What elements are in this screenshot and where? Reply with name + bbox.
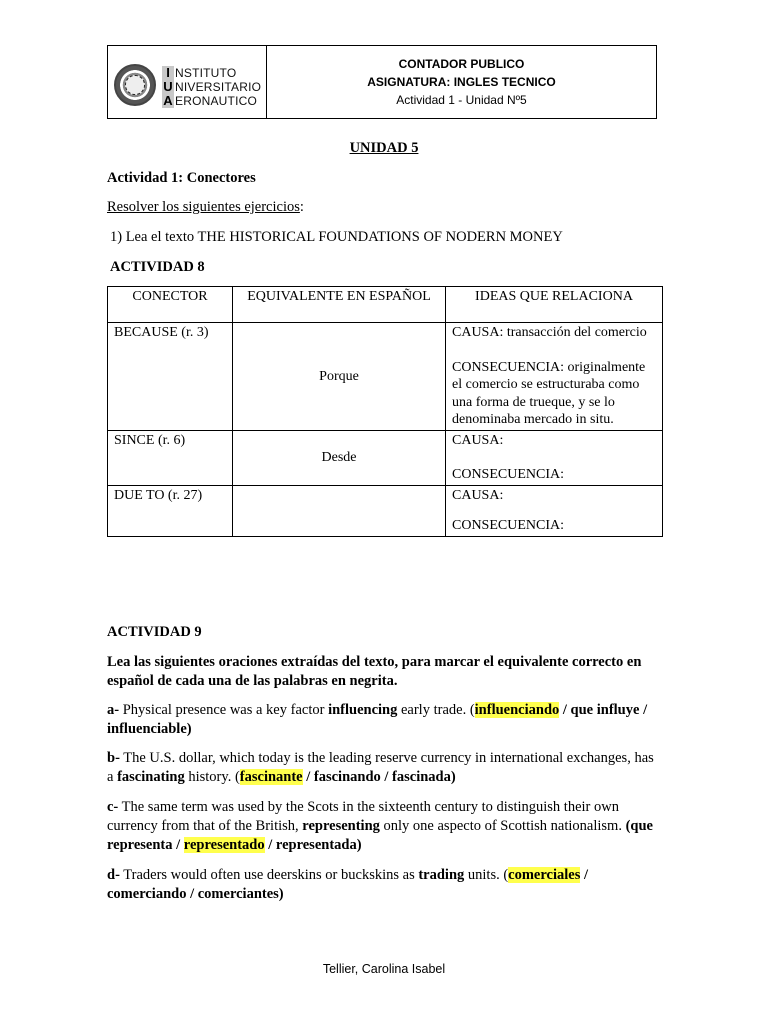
logo-letter-a: A: [163, 93, 173, 108]
sentence-text: Physical presence was a key factor: [119, 702, 329, 718]
option-open[interactable]: (que representa /: [107, 818, 653, 853]
table-header-row: [108, 287, 663, 323]
document-header: [107, 45, 657, 119]
option-selected[interactable]: fascinante: [239, 769, 303, 785]
consecuencia-text: CONSECUENCIA:: [452, 518, 565, 533]
sentence-label: c-: [107, 799, 119, 815]
sentence-b: [107, 749, 662, 787]
sentence-d: [107, 866, 662, 904]
logo-words: [175, 66, 261, 108]
instructions-text: Resolver los siguientes ejercicios: [107, 199, 300, 215]
equivalente-cell: Porque: [233, 323, 446, 431]
bold-word: fascinating: [117, 769, 185, 785]
table-row: [108, 485, 663, 536]
instructions-colon: :: [299, 199, 304, 215]
sentence-label: a-: [107, 702, 120, 718]
conector-cell: SINCE (r. 6): [108, 430, 233, 485]
sentence-a: [107, 701, 662, 739]
causa-text: CAUSA:: [452, 487, 504, 503]
activity-9-instructions: Lea las siguientes oraciones extraídas del texto, para marcar el equivalente correcto en español de cada una de las palabras en negrita.: [107, 654, 642, 689]
causa-text: CAUSA:: [452, 432, 504, 448]
bold-word: trading: [418, 867, 465, 883]
connectors-table: [107, 286, 663, 537]
option-close: ): [186, 721, 192, 737]
career-name: CONTADOR PUBLICO: [398, 57, 525, 71]
logo-letter-u: U: [163, 79, 173, 94]
sentence-text: only one aspecto of Scottish nationalism.: [379, 818, 626, 834]
option-separator: /: [639, 702, 648, 718]
institution-seal-icon: [114, 64, 156, 106]
option-selected[interactable]: representado: [183, 837, 265, 853]
sentence-text: units. (: [464, 867, 509, 883]
sentence-label: b-: [107, 750, 120, 766]
option-close[interactable]: / representada): [264, 837, 362, 853]
unit-title: UNIDAD 5: [349, 140, 419, 156]
logo-word-1: NSTITUTO: [175, 66, 237, 80]
activity-title: Actividad 1: Conectores: [107, 170, 256, 186]
sentence-c: [107, 798, 662, 855]
institution-logo: [108, 46, 267, 118]
bold-word: representing: [302, 818, 380, 834]
sentence-text: Traders would often use deerskins or buckskins as: [119, 867, 419, 883]
logo-word-3: ERONAUTICO: [175, 94, 258, 108]
logo-letter-i: I: [166, 65, 170, 80]
instructions: [107, 198, 304, 216]
option-rest[interactable]: / comerciando / comerciantes): [107, 867, 589, 902]
option-selected[interactable]: comerciales: [508, 867, 581, 883]
header-conector: CONECTOR: [108, 287, 233, 323]
conector-cell: BECAUSE (r. 3): [108, 323, 233, 431]
causa-text: CAUSA: transacción del comercio: [452, 325, 647, 340]
option[interactable]: influenciable: [107, 721, 187, 737]
ideas-cell: [446, 323, 663, 431]
subject-name: ASIGNATURA: INGLES TECNICO: [367, 75, 556, 89]
conector-cell: DUE TO (r. 27): [108, 485, 233, 536]
table-row: [108, 323, 663, 431]
sentence-text: early trade. (: [397, 702, 475, 718]
consecuencia-text: CONSECUENCIA: originalmente el comercio se estructuraba como una forma de trueque, y se lo denominaba mercado in situ.: [452, 359, 646, 427]
consecuencia-text: CONSECUENCIA:: [452, 467, 565, 482]
activity-8-title: ACTIVIDAD 8: [110, 259, 205, 275]
header-info: [267, 46, 656, 118]
bold-word: influencing: [328, 702, 398, 718]
ideas-cell: [446, 430, 663, 485]
option-rest[interactable]: / fascinando / fascinada): [302, 769, 456, 785]
logo-word-2: NIVERSITARIO: [175, 80, 262, 94]
item-1: 1) Lea el texto THE HISTORICAL FOUNDATIONS OF NODERN MONEY: [110, 229, 563, 245]
table-row: [108, 430, 663, 485]
activity-9-title: ACTIVIDAD 9: [107, 624, 202, 640]
option-selected[interactable]: influenciando: [474, 702, 560, 718]
sentence-text: The same term was used by the Scots in the sixteenth century to distinguish their own currency from that of the British,: [107, 799, 619, 834]
option[interactable]: que influye: [570, 702, 640, 718]
sentence-text: The U.S. dollar, which today is the leading reserve currency in international exchanges, has a: [107, 750, 654, 785]
logo-initials: [162, 66, 174, 108]
ideas-cell: [446, 485, 663, 536]
option-separator: /: [559, 702, 571, 718]
sentence-text: history. (: [184, 769, 240, 785]
header-ideas: IDEAS QUE RELACIONA: [446, 287, 663, 323]
sentence-label: d-: [107, 867, 120, 883]
header-equivalente: EQUIVALENTE EN ESPAÑOL: [233, 287, 446, 323]
equivalente-cell: Desde: [233, 430, 446, 485]
page-footer: Tellier, Carolina Isabel: [322, 962, 446, 976]
equivalente-cell: [233, 485, 446, 536]
activity-unit: Actividad 1 - Unidad Nº5: [396, 93, 527, 107]
